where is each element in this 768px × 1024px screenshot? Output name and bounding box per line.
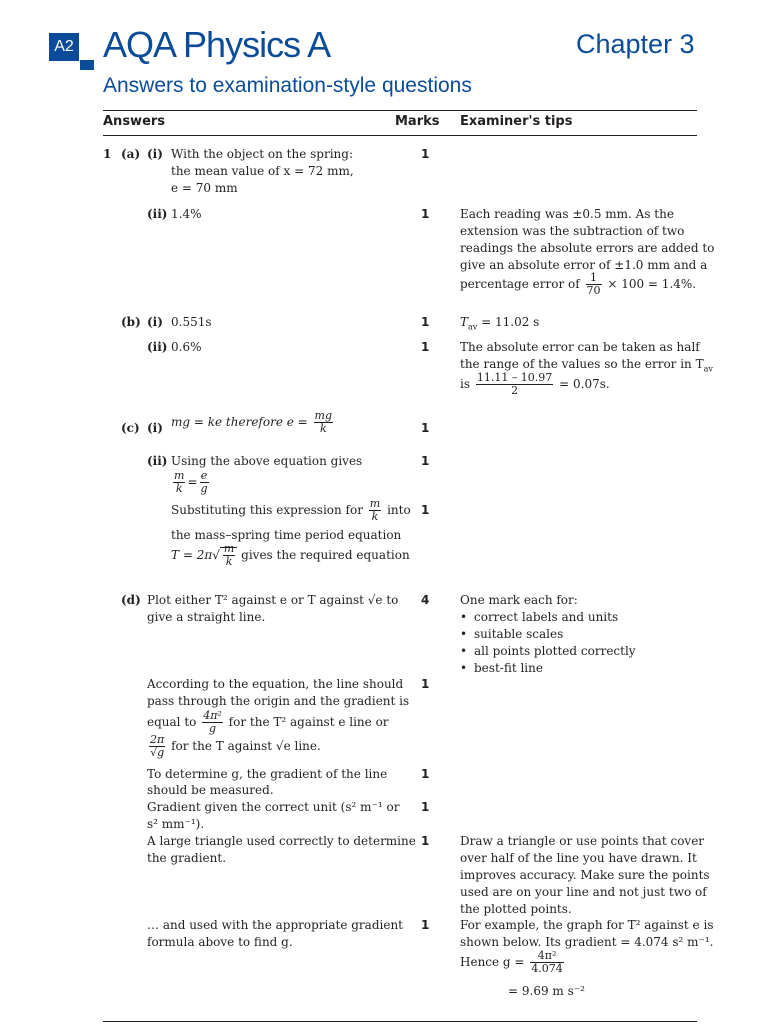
answer-d-p3-line1: To determine g, the gradient of the line <box>147 767 388 781</box>
fraction-1-over-70 <box>586 272 602 297</box>
fraction-den: k <box>225 555 233 568</box>
tip-a-ii-line4: give an absolute error of ±1.0 mm and a <box>460 258 708 272</box>
part-b-i-label: (i) <box>147 315 163 329</box>
tip-b-ii-line3 <box>460 372 610 397</box>
tip-d-bullet-3: • all points plotted correctly <box>460 643 636 660</box>
fraction-den: 2 <box>511 384 519 397</box>
equals-sign: = <box>187 475 198 489</box>
part-b-ii-label: (ii) <box>147 340 168 354</box>
col-answers-header: Answers <box>103 114 166 129</box>
fraction-den: 4.074 <box>531 962 563 975</box>
fraction-num: 4π² <box>530 950 564 963</box>
answer-d-p2-line4-tail: for the T against √e line. <box>171 739 321 753</box>
answer-c-ii-line5-text: T = 2π <box>171 548 213 562</box>
tip-b-i <box>460 314 539 335</box>
fraction-m-over-k-inline <box>369 498 381 523</box>
tip-d-bullet-4: • best-fit line <box>460 660 543 677</box>
answer-c-i <box>171 410 335 435</box>
answer-c-ii-line4: the mass–spring time period equation <box>171 528 402 542</box>
fraction-2pi-over-root-g <box>149 734 165 759</box>
mark-d-4: 1 <box>421 800 430 814</box>
col-tips-header: Examiner's tips <box>460 114 573 129</box>
answer-d-p3-line2: should be measured. <box>147 783 274 797</box>
fraction-e-over-g <box>200 470 209 495</box>
sqrt-radicand <box>220 542 237 568</box>
mark-c-i: 1 <box>421 421 430 435</box>
equation-m-over-k <box>171 470 211 495</box>
tip-b-ii-line2-text: the range of the values so the error in T <box>460 357 704 371</box>
answer-a-i-line3: e = 70 mm <box>171 181 238 195</box>
part-c-label: (c) <box>121 421 140 435</box>
fraction-den: √g <box>150 746 165 759</box>
mark-b-i: 1 <box>421 315 430 329</box>
tip-d-bullet-1: • correct labels and units <box>460 609 618 626</box>
fraction-num: mg <box>314 409 333 422</box>
fraction-m-over-k-sqrt <box>223 543 235 568</box>
answer-d-p2-line2: pass through the origin and the gradient is <box>147 694 410 708</box>
fraction-den: 70 <box>586 284 601 297</box>
fraction-den: g <box>209 722 217 735</box>
mark-d-5: 1 <box>421 834 430 848</box>
question-number: 1 <box>103 147 112 161</box>
answer-d-line2: give a straight line. <box>147 610 266 624</box>
answer-a-i-line1: With the object on the spring: <box>171 147 353 161</box>
tip-b-ii-line2-sub: av <box>703 364 713 374</box>
mark-c-ii-1: 1 <box>421 454 430 468</box>
tip-d5-line4: used are on your line and not just two of <box>460 885 707 899</box>
tip-d5-line2: over half of the line you have drawn. It <box>460 851 697 865</box>
mark-d-2: 1 <box>421 677 430 691</box>
answer-c-ii-line5-tail: gives the required equation <box>241 548 410 562</box>
part-c-i-label: (i) <box>147 421 163 435</box>
answer-b-ii: 0.6% <box>171 340 202 354</box>
answer-c-ii-line5 <box>171 543 410 568</box>
fraction-den: g <box>200 482 208 495</box>
tip-a-ii-line5 <box>460 272 696 297</box>
fraction-num: 4π² <box>203 709 222 722</box>
answer-c-ii-line3-text: Substituting this expression for <box>171 503 363 517</box>
answer-d-p4-line2: s² mm⁻¹). <box>147 817 205 831</box>
tip-a-ii-line1: Each reading was ±0.5 mm. As the <box>460 207 674 221</box>
tip-d5-line1: Draw a triangle or use points that cover <box>460 834 705 848</box>
mark-a-ii: 1 <box>421 207 430 221</box>
chapter-label: Chapter 3 <box>576 29 695 59</box>
tip-b-i-sub: av <box>468 322 478 332</box>
level-badge: A2 <box>49 33 79 61</box>
answer-d-p4-line1: Gradient given the correct unit (s² m⁻¹ or <box>147 800 400 814</box>
answer-d-p2-line4 <box>147 734 321 759</box>
part-d-label: (d) <box>121 593 141 607</box>
tip-a-ii-line5-tail: × 100 = 1.4%. <box>607 277 697 291</box>
fraction-num: e <box>200 469 208 482</box>
badge-corner <box>80 60 94 70</box>
part-a-label: (a) <box>121 147 141 161</box>
fraction-num: m <box>223 542 235 555</box>
answer-d-p2-line1: According to the equation, the line should <box>147 677 404 691</box>
header-rule-bottom <box>103 135 697 136</box>
tip-b-ii-line1: The absolute error can be taken as half <box>460 340 700 354</box>
answer-d-p2-line3-text: equal to <box>147 715 197 729</box>
part-c-ii-label: (ii) <box>147 454 168 468</box>
tip-d6-line4: = 9.69 m s⁻² <box>508 984 585 998</box>
part-a-ii-label: (ii) <box>147 207 168 221</box>
fraction-num: 1 <box>586 272 602 285</box>
header-rule-top <box>103 110 697 111</box>
tip-d6-line1: For example, the graph for T² against e is <box>460 918 714 932</box>
answer-a-i-line2: the mean value of x = 72 mm, <box>171 164 354 178</box>
tip-b-ii-line3-text: is <box>460 377 470 391</box>
answer-d-p6-line1: … and used with the appropriate gradient <box>147 918 403 932</box>
page-subtitle: Answers to examination-style questions <box>103 74 472 97</box>
fraction-num: m <box>369 497 381 510</box>
tip-d5-line3: improves accuracy. Make sure the points <box>460 868 710 882</box>
col-marks-header: Marks <box>395 114 440 129</box>
mark-d-1: 4 <box>421 593 430 607</box>
tip-b-i-symbol: T <box>460 315 469 329</box>
part-b-label: (b) <box>121 315 141 329</box>
tip-a-ii-line5-text: percentage error of <box>460 277 580 291</box>
tip-d6-line3-text: Hence g = <box>460 955 525 969</box>
tip-b-i-value: = 11.02 s <box>477 315 540 329</box>
answer-c-ii-line1: Using the above equation gives <box>171 454 363 468</box>
fraction-4pi2-over-g <box>202 710 223 735</box>
answer-d-line1: Plot either T² against e or T against √e to <box>147 593 399 607</box>
tip-a-ii-line2: extension was the subtraction of two <box>460 224 685 238</box>
book-title: AQA Physics A <box>103 24 331 65</box>
fraction-den: k <box>371 510 379 523</box>
tip-a-ii-line3: readings the absolute errors are added to <box>460 241 715 255</box>
fraction-num: 2π <box>150 733 165 746</box>
fraction-num: 11.11 – 10.97 <box>476 371 553 384</box>
answer-d-p2-line3 <box>147 710 389 735</box>
mark-d-3: 1 <box>421 767 430 781</box>
mark-d-6: 1 <box>421 918 430 932</box>
fraction-4pi2-over-4074 <box>530 950 564 975</box>
answer-d-p5-line1: A large triangle used correctly to determine <box>147 834 416 848</box>
footer-rule <box>103 1021 697 1022</box>
fraction-num: m <box>174 469 185 482</box>
tip-d-heading: One mark each for: <box>460 593 578 607</box>
answer-d-p6-line2: formula above to find g. <box>147 935 293 949</box>
fraction-range-over-2 <box>476 372 553 397</box>
mark-b-ii: 1 <box>421 340 430 354</box>
tip-d5-line5: the plotted points. <box>460 902 572 916</box>
answer-d-p5-line2: the gradient. <box>147 851 227 865</box>
tip-b-ii-line3-tail: = 0.07s. <box>559 377 610 391</box>
answer-c-ii-line3 <box>171 498 411 523</box>
answer-c-ii-line3-tail: into <box>387 503 411 517</box>
tip-d6-line3 <box>460 950 566 975</box>
fraction-den: k <box>319 422 327 435</box>
answer-d-p2-line3-tail: for the T² against e line or <box>228 715 389 729</box>
mark-a-i: 1 <box>421 147 430 161</box>
sqrt-sign: √ <box>212 548 220 562</box>
fraction-m-over-k <box>173 470 185 495</box>
part-a-i-label: (i) <box>147 147 163 161</box>
fraction-den: k <box>175 482 183 495</box>
answer-c-i-text: mg = ke therefore e = <box>171 415 308 429</box>
tip-d-bullet-2: • suitable scales <box>460 626 563 643</box>
tip-d6-line2: shown below. Its gradient = 4.074 s² m⁻¹. <box>460 935 714 949</box>
fraction-mg-over-k <box>314 410 333 435</box>
answer-a-ii: 1.4% <box>171 207 202 221</box>
answer-b-i: 0.551s <box>171 315 212 329</box>
mark-c-ii-2: 1 <box>421 503 430 517</box>
